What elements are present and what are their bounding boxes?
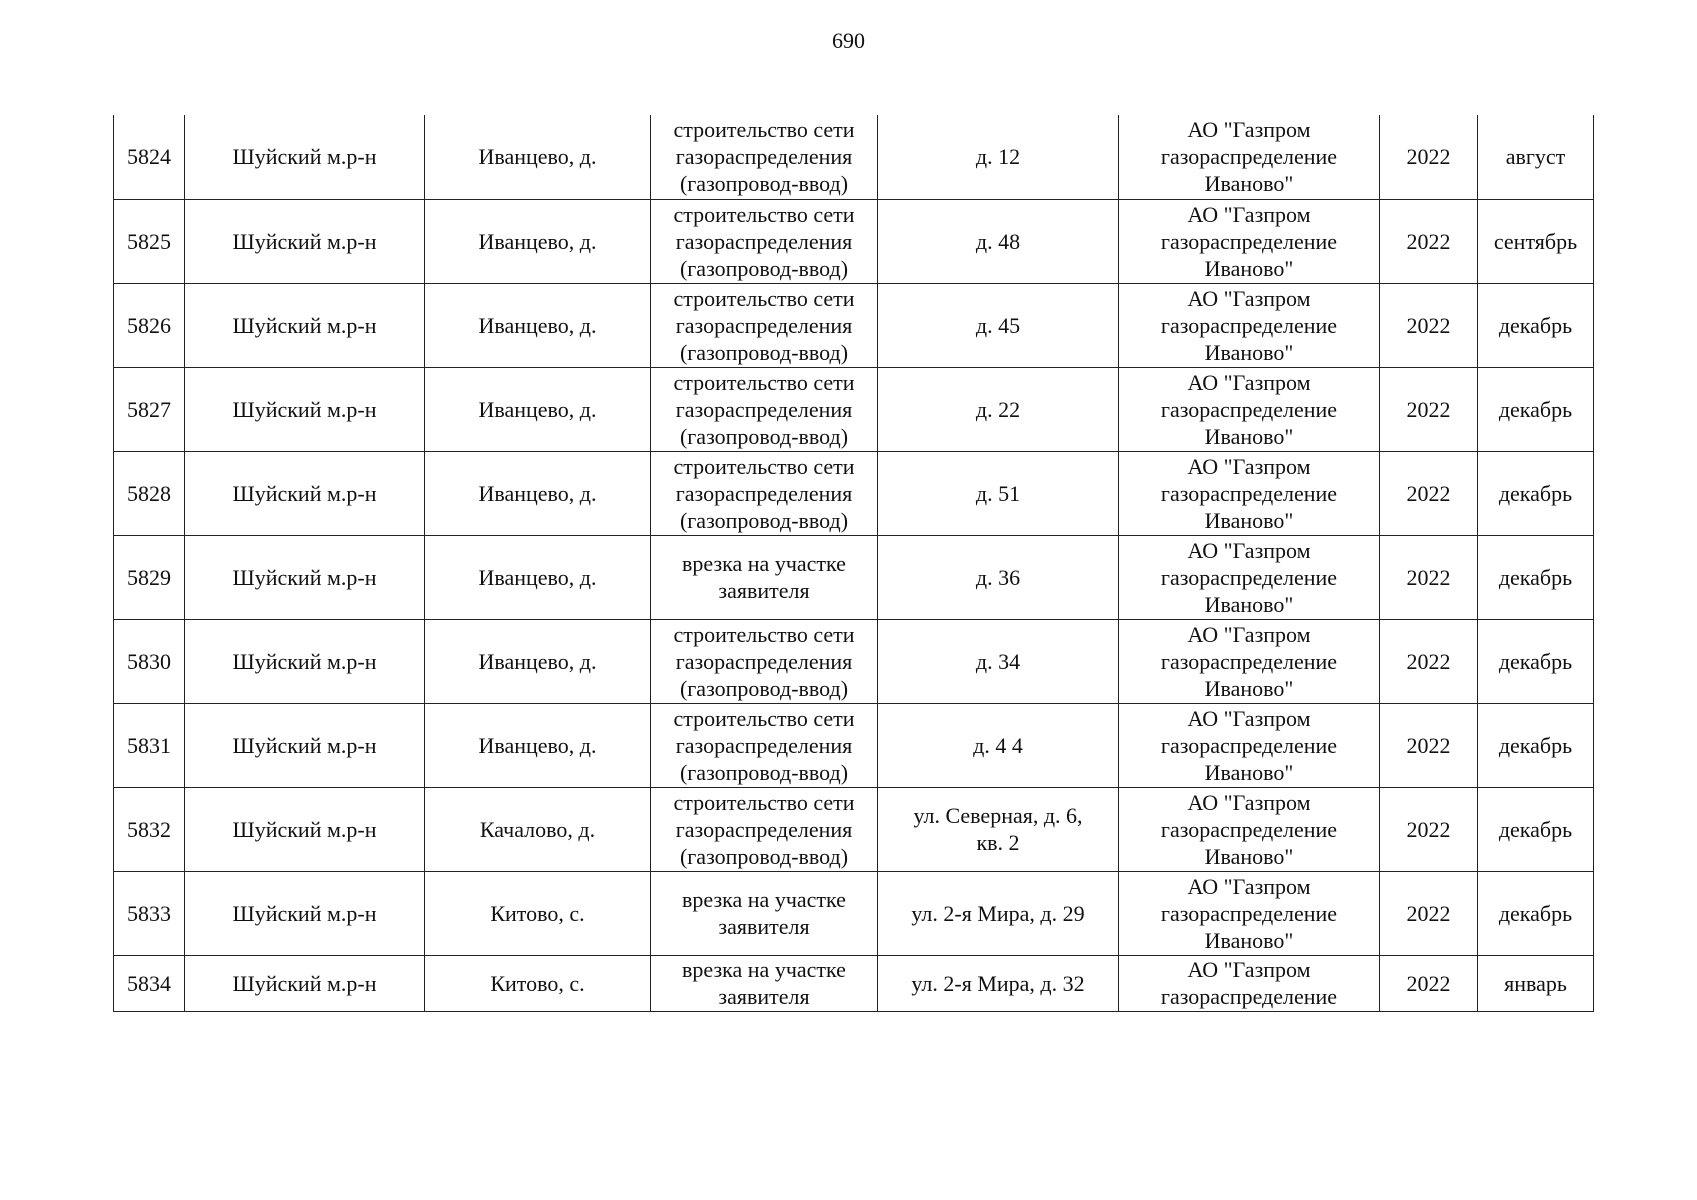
table-row bbox=[114, 703, 1594, 787]
district-cell: Шуйский м.р-н bbox=[185, 451, 425, 535]
address-cell: ул. 2-я Мира, д. 29 bbox=[878, 871, 1119, 955]
district-cell: Шуйский м.р-н bbox=[185, 703, 425, 787]
row-number-cell: 5830 bbox=[114, 619, 185, 703]
table-body bbox=[114, 115, 1594, 1011]
month-cell: декабрь bbox=[1478, 283, 1594, 367]
year-cell: 2022 bbox=[1380, 871, 1478, 955]
address-cell: д. 48 bbox=[878, 199, 1119, 283]
row-number-cell: 5833 bbox=[114, 871, 185, 955]
district-cell: Шуйский м.р-н bbox=[185, 199, 425, 283]
company-cell: АО "Газпром газораспределение Иваново" bbox=[1119, 619, 1380, 703]
work-type-cell: строительство сети газораспределения (газопровод-ввод) bbox=[651, 619, 878, 703]
page-number: 690 bbox=[832, 28, 865, 53]
settlement-cell: Иванцево, д. bbox=[425, 367, 651, 451]
address-cell: д. 12 bbox=[878, 115, 1119, 199]
address-cell: д. 45 bbox=[878, 283, 1119, 367]
month-cell: январь bbox=[1478, 955, 1594, 1011]
district-cell: Шуйский м.р-н bbox=[185, 115, 425, 199]
company-cell: АО "Газпром газораспределение Иваново" bbox=[1119, 871, 1380, 955]
settlement-cell: Иванцево, д. bbox=[425, 199, 651, 283]
year-cell: 2022 bbox=[1380, 955, 1478, 1011]
settlement-cell: Иванцево, д. bbox=[425, 115, 651, 199]
settlement-cell: Качалово, д. bbox=[425, 787, 651, 871]
row-number-cell: 5831 bbox=[114, 703, 185, 787]
row-number-cell: 5825 bbox=[114, 199, 185, 283]
work-type-cell: строительство сети газораспределения (газопровод-ввод) bbox=[651, 703, 878, 787]
month-cell: декабрь bbox=[1478, 703, 1594, 787]
table-row bbox=[114, 367, 1594, 451]
gasification-table bbox=[113, 115, 1594, 1012]
settlement-cell: Иванцево, д. bbox=[425, 703, 651, 787]
address-cell: д. 34 bbox=[878, 619, 1119, 703]
settlement-cell: Китово, с. bbox=[425, 871, 651, 955]
district-cell: Шуйский м.р-н bbox=[185, 787, 425, 871]
company-cell: АО "Газпром газораспределение Иваново" bbox=[1119, 115, 1380, 199]
table-row bbox=[114, 955, 1594, 1011]
district-cell: Шуйский м.р-н bbox=[185, 367, 425, 451]
year-cell: 2022 bbox=[1380, 451, 1478, 535]
settlement-cell: Иванцево, д. bbox=[425, 619, 651, 703]
work-type-cell: врезка на участке заявителя bbox=[651, 871, 878, 955]
year-cell: 2022 bbox=[1380, 367, 1478, 451]
row-number-cell: 5832 bbox=[114, 787, 185, 871]
year-cell: 2022 bbox=[1380, 535, 1478, 619]
address-cell: д. 4 4 bbox=[878, 703, 1119, 787]
settlement-cell: Иванцево, д. bbox=[425, 535, 651, 619]
company-cell: АО "Газпром газораспределение Иваново" bbox=[1119, 787, 1380, 871]
company-cell: АО "Газпром газораспределение Иваново" bbox=[1119, 451, 1380, 535]
work-type-cell: врезка на участке заявителя bbox=[651, 955, 878, 1011]
settlement-cell: Иванцево, д. bbox=[425, 283, 651, 367]
month-cell: декабрь bbox=[1478, 787, 1594, 871]
district-cell: Шуйский м.р-н bbox=[185, 871, 425, 955]
row-number-cell: 5828 bbox=[114, 451, 185, 535]
district-cell: Шуйский м.р-н bbox=[185, 535, 425, 619]
row-number-cell: 5829 bbox=[114, 535, 185, 619]
settlement-cell: Китово, с. bbox=[425, 955, 651, 1011]
month-cell: август bbox=[1478, 115, 1594, 199]
district-cell: Шуйский м.р-н bbox=[185, 619, 425, 703]
work-type-cell: строительство сети газораспределения (газопровод-ввод) bbox=[651, 283, 878, 367]
company-cell: АО "Газпром газораспределение Иваново" bbox=[1119, 367, 1380, 451]
year-cell: 2022 bbox=[1380, 115, 1478, 199]
address-cell: д. 36 bbox=[878, 535, 1119, 619]
company-cell: АО "Газпром газораспределение bbox=[1119, 955, 1380, 1011]
row-number-cell: 5827 bbox=[114, 367, 185, 451]
month-cell: декабрь bbox=[1478, 535, 1594, 619]
table-row bbox=[114, 115, 1594, 199]
address-cell: ул. Северная, д. 6, кв. 2 bbox=[878, 787, 1119, 871]
work-type-cell: строительство сети газораспределения (газопровод-ввод) bbox=[651, 787, 878, 871]
month-cell: декабрь bbox=[1478, 619, 1594, 703]
district-cell: Шуйский м.р-н bbox=[185, 283, 425, 367]
table-row bbox=[114, 535, 1594, 619]
settlement-cell: Иванцево, д. bbox=[425, 451, 651, 535]
row-number-cell: 5834 bbox=[114, 955, 185, 1011]
year-cell: 2022 bbox=[1380, 619, 1478, 703]
address-cell: д. 22 bbox=[878, 367, 1119, 451]
month-cell: сентябрь bbox=[1478, 199, 1594, 283]
table-row bbox=[114, 871, 1594, 955]
table-row bbox=[114, 787, 1594, 871]
table-row bbox=[114, 199, 1594, 283]
row-number-cell: 5826 bbox=[114, 283, 185, 367]
table-row bbox=[114, 451, 1594, 535]
row-number-cell: 5824 bbox=[114, 115, 185, 199]
address-cell: д. 51 bbox=[878, 451, 1119, 535]
district-cell: Шуйский м.р-н bbox=[185, 955, 425, 1011]
address-cell: ул. 2-я Мира, д. 32 bbox=[878, 955, 1119, 1011]
company-cell: АО "Газпром газораспределение Иваново" bbox=[1119, 703, 1380, 787]
company-cell: АО "Газпром газораспределение Иваново" bbox=[1119, 283, 1380, 367]
year-cell: 2022 bbox=[1380, 703, 1478, 787]
work-type-cell: строительство сети газораспределения (газопровод-ввод) bbox=[651, 199, 878, 283]
month-cell: декабрь bbox=[1478, 871, 1594, 955]
table-row bbox=[114, 283, 1594, 367]
work-type-cell: строительство сети газораспределения (газопровод-ввод) bbox=[651, 115, 878, 199]
month-cell: декабрь bbox=[1478, 451, 1594, 535]
work-type-cell: врезка на участке заявителя bbox=[651, 535, 878, 619]
work-type-cell: строительство сети газораспределения (газопровод-ввод) bbox=[651, 451, 878, 535]
company-cell: АО "Газпром газораспределение Иваново" bbox=[1119, 199, 1380, 283]
company-cell: АО "Газпром газораспределение Иваново" bbox=[1119, 535, 1380, 619]
year-cell: 2022 bbox=[1380, 787, 1478, 871]
year-cell: 2022 bbox=[1380, 283, 1478, 367]
year-cell: 2022 bbox=[1380, 199, 1478, 283]
table-row bbox=[114, 619, 1594, 703]
month-cell: декабрь bbox=[1478, 367, 1594, 451]
work-type-cell: строительство сети газораспределения (газопровод-ввод) bbox=[651, 367, 878, 451]
